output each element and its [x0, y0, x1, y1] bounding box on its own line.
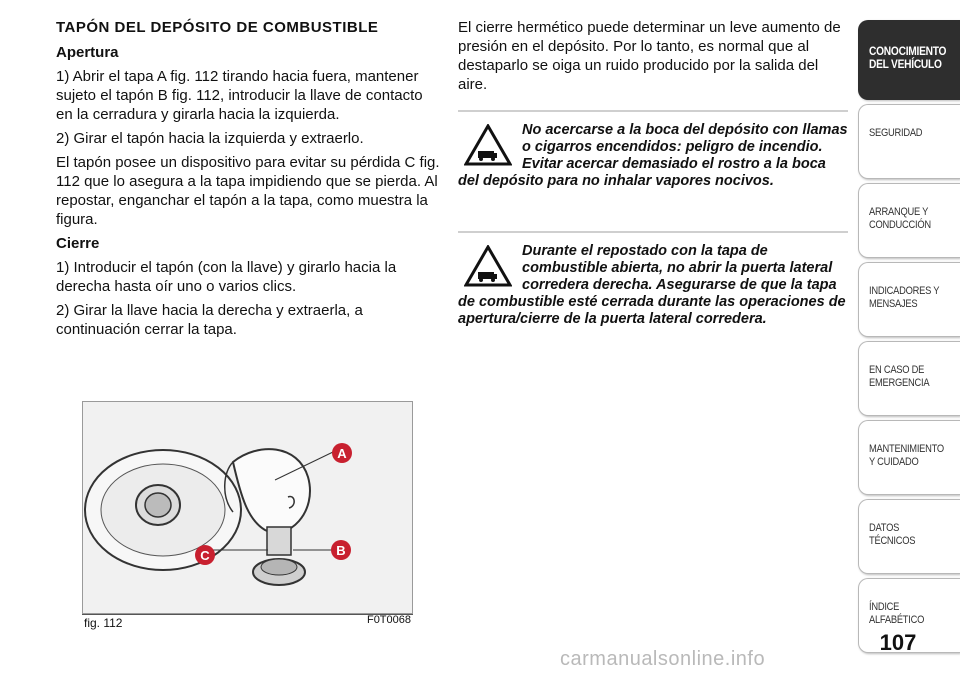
- tab-mantenimiento-y-cuidado[interactable]: [858, 420, 960, 495]
- tab-label: SEGURIDAD: [869, 127, 923, 139]
- apertura-step-2: 2) Girar el tapón hacia la izquierda y extraerlo.: [56, 130, 364, 147]
- section-heading: TAPÓN DEL DEPÓSITO DE COMBUSTIBLE: [56, 19, 379, 36]
- warning-text-fire: No acercarse a la boca del depósito con llamas o cigarros encendidos: peligro de incendio. Evitar acercar demasiado el rostro a la boca del depósito para no inhalar vapores nocivos.: [458, 122, 848, 189]
- figure-code: F0T0068: [366, 614, 411, 626]
- cierre-subheading: Cierre: [56, 235, 100, 252]
- apertura-note: El tapón posee un dispositivo para evitar su pérdida C fig. 112 que lo asegura a la tapa impidiendo que se pierda. Al repostar, enganchar el tapón a la tapa, como muestra la figura.: [56, 154, 440, 228]
- warning-block-fire: [458, 110, 848, 190]
- callout-a-label: A: [337, 446, 347, 461]
- fuel-cap-figure: [82, 401, 413, 614]
- intro-paragraph: El cierre hermético puede determinar un leve aumento de presión en el depósito. Por lo tanto, es normal que al destaparlo se oiga un ruido producido por la salida del aire.: [458, 19, 841, 93]
- tab-label: MANTENIMIENTO Y CUIDADO: [869, 443, 944, 468]
- warning-text-door: Durante el repostado con la tapa de combustible abierta, no abrir la puerta lateral corredera derecha. Asegurarse de que la tapa de combustible esté cerrada durante las operaciones de apertura/cierre de la puerta lateral corredera.: [458, 243, 846, 327]
- callout-b-label: B: [336, 543, 346, 558]
- tab-indicadores-y-mensajes[interactable]: [858, 262, 960, 337]
- figure-label: fig. 112: [84, 616, 123, 630]
- figure-caption: [82, 614, 413, 631]
- apertura-step-1: 1) Abrir el tapa A fig. 112 tirando hacia fuera, mantener sujeto el tapón B fig. 112, introducir la llave de contacto en la cerradura y girarla hacia la izquierda.: [56, 68, 423, 123]
- callout-c-label: C: [200, 548, 210, 563]
- cierre-step-2: 2) Girar la llave hacia la derecha y extraerla, a continuación cerrar la tapa.: [56, 302, 363, 338]
- tab-label: EN CASO DE EMERGENCIA: [869, 364, 930, 389]
- left-column: [56, 18, 441, 344]
- watermark: carmanualsonline.info: [560, 648, 766, 670]
- fuel-cap-illustration: [83, 402, 412, 613]
- tab-seguridad[interactable]: [858, 104, 960, 179]
- tab-arranque-y-conduccion[interactable]: [858, 183, 960, 258]
- tab-conocimiento-del-vehiculo[interactable]: [858, 20, 960, 100]
- apertura-subheading: Apertura: [56, 44, 119, 61]
- tab-label: ARRANQUE Y CONDUCCIÓN: [869, 206, 931, 231]
- tab-datos-tecnicos[interactable]: [858, 499, 960, 574]
- warning-block-door: [458, 231, 848, 328]
- tab-label: DATOS TÉCNICOS: [869, 522, 916, 547]
- tab-label: CONOCIMIENTO DEL VEHÍCULO: [869, 44, 947, 71]
- chapter-tabs: [858, 20, 960, 657]
- warning-triangle-icon: [464, 124, 512, 166]
- cierre-step-1: 1) Introducir el tapón (con la llave) y girarlo hacia la derecha hasta oír uno o varios clics.: [56, 259, 397, 295]
- tab-label: ÍNDICE ALFABÉTICO: [869, 601, 925, 626]
- warning-triangle-icon: [464, 245, 512, 287]
- tab-en-caso-de-emergencia[interactable]: [858, 341, 960, 416]
- page-number: 107: [879, 630, 917, 655]
- tab-label: INDICADORES Y MENSAJES: [869, 285, 940, 310]
- right-column: [458, 18, 848, 99]
